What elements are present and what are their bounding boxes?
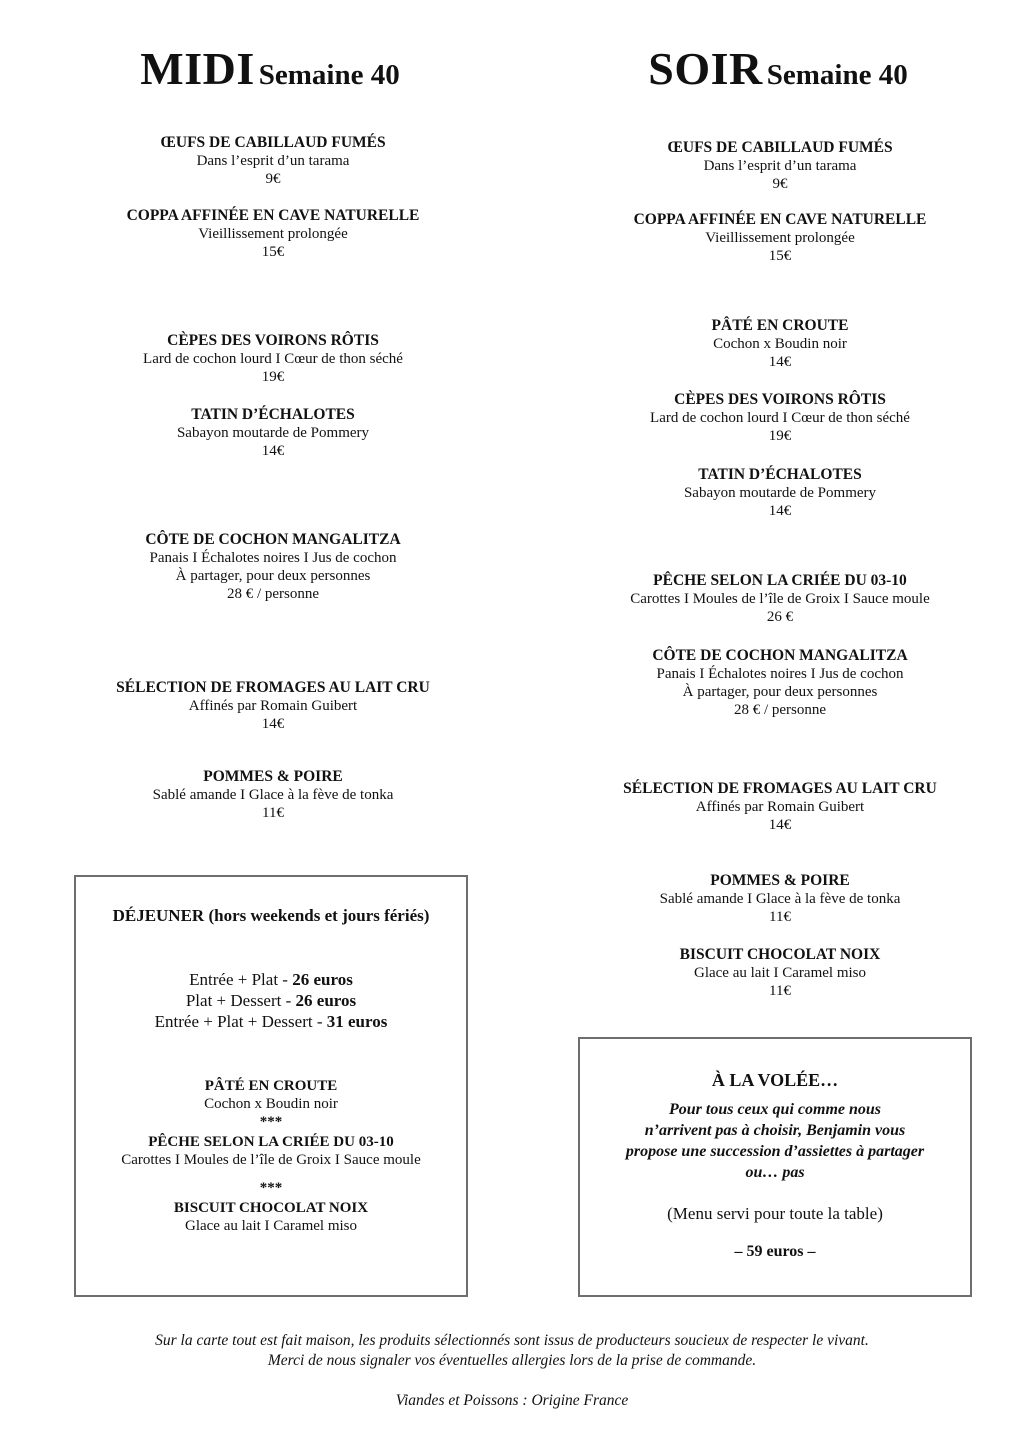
dish-name: POMMES & POIRE	[203, 768, 343, 785]
dish-name: TATIN D’ÉCHALOTES	[698, 466, 862, 483]
dish-price: 14€	[768, 354, 792, 370]
menu-item	[578, 572, 982, 626]
midi-title: MIDI	[140, 43, 255, 94]
separator: ***	[259, 1180, 283, 1196]
dish-desc: Dans l’esprit d’un tarama	[703, 158, 857, 174]
volee-text: n’arrivent pas à choisir, Benjamin vous	[644, 1122, 906, 1139]
menu-item	[578, 872, 982, 926]
dish-desc: Panais I Échalotes noires I Jus de cochon	[656, 666, 904, 682]
volee-text: propose une succession d’assiettes à partager	[625, 1143, 925, 1160]
formula-label: Plat + Dessert -	[185, 991, 296, 1010]
dish-price: 14€	[768, 503, 792, 519]
midi-subtitle: Semaine 40	[258, 59, 400, 91]
dish-desc: Dans l’esprit d’un tarama	[196, 153, 350, 169]
dish-desc: Sabayon moutarde de Pommery	[176, 425, 370, 441]
dish-price: 11€	[769, 983, 791, 999]
dish-price: 9€	[772, 176, 788, 192]
menu-item	[578, 946, 982, 1000]
footer-note: Sur la carte tout est fait maison, les produits sélectionnés sont issus de producteurs soucieux de respecter le vivant.	[155, 1332, 869, 1349]
midi-menu	[70, 0, 476, 860]
dish-name: ŒUFS DE CABILLAUD FUMÉS	[160, 134, 386, 151]
dish-desc: Glace au lait I Caramel miso	[693, 965, 867, 981]
dish-price: 19€	[768, 428, 792, 444]
dish-desc: Vieillissement prolongée	[198, 226, 348, 242]
dish-price: 15€	[768, 248, 792, 264]
dish-desc: Sablé amande I Glace à la fève de tonka	[659, 891, 901, 907]
separator: ***	[259, 1114, 283, 1130]
dish-desc: À partager, pour deux personnes	[682, 684, 878, 700]
dish-desc: À partager, pour deux personnes	[175, 568, 371, 584]
main-name: PÊCHE SELON LA CRIÉE DU 03-10	[148, 1134, 394, 1150]
dish-desc: Carottes I Moules de l’île de Groix I Sauce moule	[630, 591, 930, 607]
dish-name: COPPA AFFINÉE EN CAVE NATURELLE	[633, 211, 927, 228]
volee-text: Pour tous ceux qui comme nous	[668, 1101, 882, 1118]
dish-name: SÉLECTION DE FROMAGES AU LAIT CRU	[623, 780, 937, 797]
volee-title: À LA VOLÉE…	[711, 1070, 839, 1090]
formula-line	[76, 969, 466, 990]
menu-item	[70, 406, 476, 460]
dish-name: TATIN D’ÉCHALOTES	[191, 406, 355, 423]
dish-name: ŒUFS DE CABILLAUD FUMÉS	[667, 139, 893, 156]
dish-price: 14€	[768, 817, 792, 833]
dish-price: 15€	[261, 244, 285, 260]
menu-item	[70, 679, 476, 733]
menu-item	[578, 211, 982, 265]
dish-name: CÔTE DE COCHON MANGALITZA	[145, 531, 401, 548]
soir-subtitle: Semaine 40	[766, 59, 908, 91]
soir-menu	[578, 0, 982, 1010]
formula-price: 26 euros	[292, 970, 353, 989]
dish-price: 9€	[265, 171, 281, 187]
menu-item	[578, 391, 982, 445]
starter-name: PÂTÉ EN CROUTE	[204, 1078, 338, 1094]
dish-desc: Affinés par Romain Guibert	[188, 698, 358, 714]
dish-price: 19€	[261, 369, 285, 385]
menu-item	[70, 134, 476, 188]
formula-line	[76, 990, 466, 1011]
dish-name: CÈPES DES VOIRONS RÔTIS	[674, 391, 886, 408]
dish-desc: Lard de cochon lourd I Cœur de thon séché	[650, 410, 910, 426]
formula-label: Entrée + Plat + Dessert -	[154, 1012, 327, 1031]
dish-desc: Vieillissement prolongée	[705, 230, 855, 246]
dish-price: 28 € / personne	[226, 586, 320, 602]
formula-label: Entrée + Plat -	[189, 970, 293, 989]
dish-desc: Lard de cochon lourd I Cœur de thon séché	[143, 351, 403, 367]
volee-price: – 59 euros –	[734, 1243, 816, 1260]
dessert-desc: Glace au lait I Caramel miso	[184, 1218, 358, 1234]
main-desc: Carottes I Moules de l’île de Groix I Sauce moule	[121, 1152, 421, 1168]
dish-price: 26 €	[766, 609, 794, 625]
menu-item	[70, 768, 476, 822]
dish-desc: Affinés par Romain Guibert	[695, 799, 865, 815]
dish-price: 14€	[261, 443, 285, 459]
volee-text: ou… pas	[745, 1164, 805, 1181]
formula-line	[76, 1011, 466, 1032]
menu-item	[578, 647, 982, 719]
dejeuner-title: DÉJEUNER (hors weekends et jours fériés)	[112, 906, 430, 925]
menu-item	[578, 780, 982, 834]
dish-name: PÂTÉ EN CROUTE	[711, 317, 849, 334]
menu-item	[578, 466, 982, 520]
dish-price: 11€	[262, 805, 284, 821]
allergy-note: Merci de nous signaler vos éventuelles allergies lors de la prise de commande.	[267, 1352, 757, 1369]
starter-desc: Cochon x Boudin noir	[204, 1096, 338, 1112]
dish-name: COPPA AFFINÉE EN CAVE NATURELLE	[126, 207, 420, 224]
origin-note: Viandes et Poissons : Origine France	[395, 1392, 629, 1409]
dish-name: POMMES & POIRE	[710, 872, 850, 889]
dish-desc: Sablé amande I Glace à la fève de tonka	[152, 787, 394, 803]
dish-name: BISCUIT CHOCOLAT NOIX	[679, 946, 881, 963]
menu-item	[70, 207, 476, 261]
dish-name: CÔTE DE COCHON MANGALITZA	[652, 647, 908, 664]
dish-name: PÊCHE SELON LA CRIÉE DU 03-10	[653, 572, 907, 589]
dish-price: 28 € / personne	[733, 702, 827, 718]
dish-desc: Panais I Échalotes noires I Jus de cochon	[149, 550, 397, 566]
menu-item	[70, 531, 476, 603]
menu-item	[578, 139, 982, 193]
dish-name: SÉLECTION DE FROMAGES AU LAIT CRU	[116, 679, 430, 696]
volee-box	[578, 1037, 972, 1297]
soir-title: SOIR	[648, 43, 763, 94]
dish-desc: Sabayon moutarde de Pommery	[683, 485, 877, 501]
menu-item	[70, 332, 476, 386]
dish-price: 14€	[261, 716, 285, 732]
dessert-name: BISCUIT CHOCOLAT NOIX	[173, 1200, 369, 1216]
menu-item	[578, 317, 982, 371]
dejeuner-box	[74, 875, 468, 1297]
dish-desc: Cochon x Boudin noir	[713, 336, 847, 352]
dish-name: CÈPES DES VOIRONS RÔTIS	[167, 332, 379, 349]
formula-price: 26 euros	[295, 991, 357, 1010]
dish-price: 11€	[769, 909, 791, 925]
formula-price: 31 euros	[326, 1012, 388, 1031]
volee-note: (Menu servi pour toute la table)	[667, 1204, 883, 1223]
